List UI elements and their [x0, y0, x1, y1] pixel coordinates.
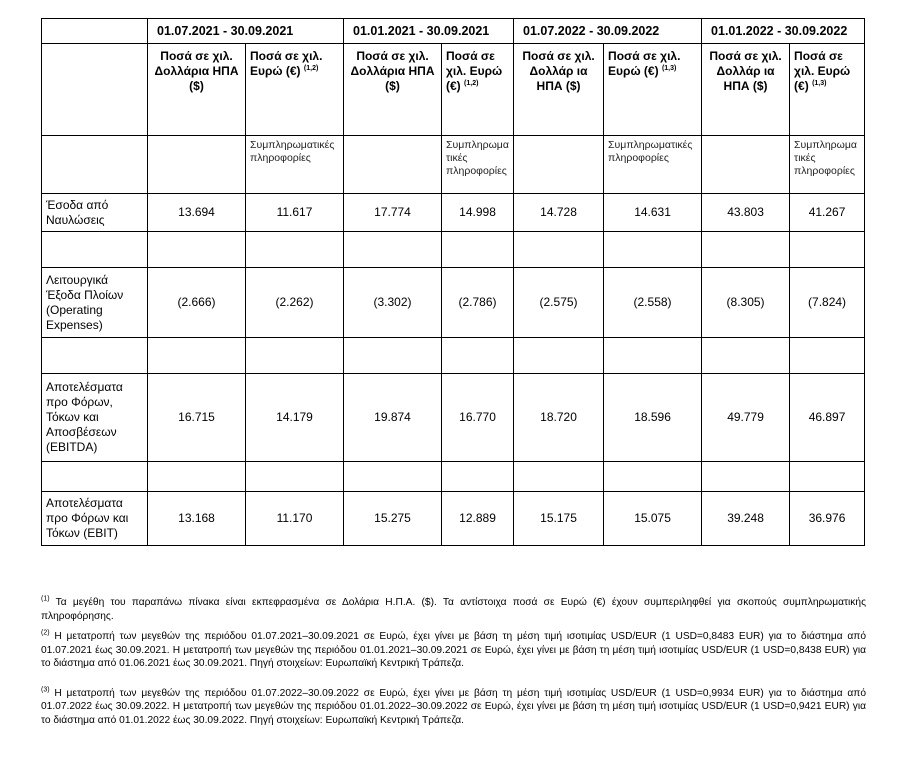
row-label: Αποτελέσματα προ Φόρων, Τόκων και Αποσβέσεων (EBITDA) — [42, 374, 148, 462]
value-cell: 13.694 — [148, 194, 246, 232]
usd-column-header: Ποσά σε χιλ. Δολλάρια ΗΠΑ ($) — [148, 44, 246, 136]
footnote-mark: (2) — [41, 629, 50, 637]
table-row — [42, 492, 865, 546]
footnote-1 — [41, 596, 866, 623]
supplementary-note: Συμπληρωματικές πληροφορίες — [442, 136, 514, 194]
footnote-2 — [41, 630, 866, 671]
period-header-row — [42, 19, 865, 44]
value-cell: (3.302) — [344, 268, 442, 338]
value-cell: 15.275 — [344, 492, 442, 546]
eur-column-header: Ποσά σε χιλ. Ευρώ (€) $^{(1,3)}$ — [790, 44, 865, 136]
footnote-mark: (3) — [41, 686, 50, 694]
period-header: 01.01.2022 - 30.09.2022 — [702, 19, 865, 44]
value-cell: (7.824) — [790, 268, 865, 338]
eur-column-header: Ποσά σε χιλ. Ευρώ (€) $^{(1,2)}$ — [246, 44, 344, 136]
value-cell: (2.558) — [604, 268, 702, 338]
value-cell: (2.786) — [442, 268, 514, 338]
period-header: 01.01.2021 - 30.09.2021 — [344, 19, 514, 44]
footnote-text: Η μετατροπή των μεγεθών της περιόδου 01.07.2021–30.09.2021 σε Ευρώ, έχει γίνει με βάση τη μέση τιμή ισοτιμίας USD/EUR (1 USD=0,8483 EUR) για το διάστημα από 01.07.2021 έως 30.09.2021. Η μετατροπή των μεγεθών της περιόδου 01.01.2021–30.09.2021 σε Ευρώ, έχει γίνει με βάση τη μέση τιμή ισοτιμίας USD/EUR (1 USD=0,8438 EUR) για το διάστημα από 01.06.2021 έως 30.09.2021. Πηγή στοιχείων: Ευρωπαϊκή Κεντρική Τράπεζα. — [41, 631, 866, 669]
value-cell: (2.575) — [514, 268, 604, 338]
value-cell: 36.976 — [790, 492, 865, 546]
value-cell: 46.897 — [790, 374, 865, 462]
row-label: Έσοδα από Ναυλώσεις — [42, 194, 148, 232]
value-cell: 14.631 — [604, 194, 702, 232]
value-cell: 39.248 — [702, 492, 790, 546]
footnote-mark: (1,3) — [661, 65, 677, 72]
value-cell: 11.617 — [246, 194, 344, 232]
usd-column-header: Ποσά σε χιλ. Δολλάρ ια ΗΠΑ ($) — [514, 44, 604, 136]
table-row — [42, 194, 865, 232]
eur-column-header: Ποσά σε χιλ. Ευρώ (€) $^{(1,2)}$ — [442, 44, 514, 136]
table-row — [42, 268, 865, 338]
value-cell: (8.305) — [702, 268, 790, 338]
row-label: Αποτελέσματα προ Φόρων και Τόκων (EBIT) — [42, 492, 148, 546]
footnote-3 — [41, 687, 866, 728]
value-cell: 19.874 — [344, 374, 442, 462]
spacer-row — [42, 462, 865, 492]
period-header: 01.07.2022 - 30.09.2022 — [514, 19, 702, 44]
usd-column-header: Ποσά σε χιλ. Δολλάρ ια ΗΠΑ ($) — [702, 44, 790, 136]
row-label: Λειτουργικά Έξοδα Πλοίων (Operating Expenses) — [42, 268, 148, 338]
eur-column-header: Ποσά σε χιλ. Ευρώ (€) $^{(1,3)}$ — [604, 44, 702, 136]
value-cell: 18.596 — [604, 374, 702, 462]
value-cell: 41.267 — [790, 194, 865, 232]
value-cell: 17.774 — [344, 194, 442, 232]
supplementary-note: Συμπληρωματικές πληροφορίες — [604, 136, 702, 194]
value-cell: 16.715 — [148, 374, 246, 462]
value-cell: (2.666) — [148, 268, 246, 338]
footnote-mark: (1,3) — [812, 80, 827, 87]
footnote-mark: (1,2) — [464, 80, 479, 87]
value-cell: 16.770 — [442, 374, 514, 462]
value-cell: 14.998 — [442, 194, 514, 232]
footnote-mark: (1,2) — [303, 65, 319, 72]
usd-column-header: Ποσά σε χιλ. Δολλάρια ΗΠΑ ($) — [344, 44, 442, 136]
spacer-row — [42, 338, 865, 374]
value-cell: 14.179 — [246, 374, 344, 462]
value-cell: 12.889 — [442, 492, 514, 546]
value-cell: 49.779 — [702, 374, 790, 462]
spacer-row — [42, 232, 865, 268]
value-cell: 15.175 — [514, 492, 604, 546]
table-row — [42, 374, 865, 462]
value-cell: (2.262) — [246, 268, 344, 338]
period-header: 01.07.2021 - 30.09.2021 — [148, 19, 344, 44]
footnote-text: Τα μεγέθη του παραπάνω πίνακα είναι εκπεφρασμένα σε Δολάρια Η.Π.Α. ($). Τα αντίστοιχα ποσά σε Ευρώ (€) έχουν συμπεριληφθεί για σκοπούς συμπληρωματικής πληροφόρησης. — [41, 597, 866, 622]
value-cell: 43.803 — [702, 194, 790, 232]
value-cell: 15.075 — [604, 492, 702, 546]
footnotes — [41, 596, 866, 734]
currency-header-row — [42, 44, 865, 136]
corner-cell — [42, 44, 148, 136]
value-cell: 14.728 — [514, 194, 604, 232]
corner-cell — [42, 19, 148, 44]
value-cell: 13.168 — [148, 492, 246, 546]
supplementary-note: Συμπληρωματικές πληροφορίες — [246, 136, 344, 194]
value-cell: 11.170 — [246, 492, 344, 546]
supplementary-note: Συμπληρωματικές πληροφορίες — [790, 136, 865, 194]
financial-table — [41, 18, 865, 546]
supplementary-row — [42, 136, 865, 194]
footnote-text: Η μετατροπή των μεγεθών της περιόδου 01.07.2022–30.09.2022 σε Ευρώ, έχει γίνει με βάση τη μέση τιμή ισοτιμίας USD/EUR (1 USD=0,9934 EUR) για το διάστημα από 01.07.2022 έως 30.09.2022. Η μετατροπή των μεγεθών της περιόδου 01.01.2022–30.09.2022 σε Ευρώ, έχει γίνει με βάση τη μέση τιμή ισοτιμίας USD/EUR (1 USD=0,9421 EUR) για το διάστημα από 01.01.2022 έως 30.09.2022. Πηγή στοιχείων: Ευρωπαϊκή Κεντρική Τράπεζα. — [41, 687, 866, 726]
value-cell: 18.720 — [514, 374, 604, 462]
footnote-mark: (1) — [41, 595, 50, 603]
